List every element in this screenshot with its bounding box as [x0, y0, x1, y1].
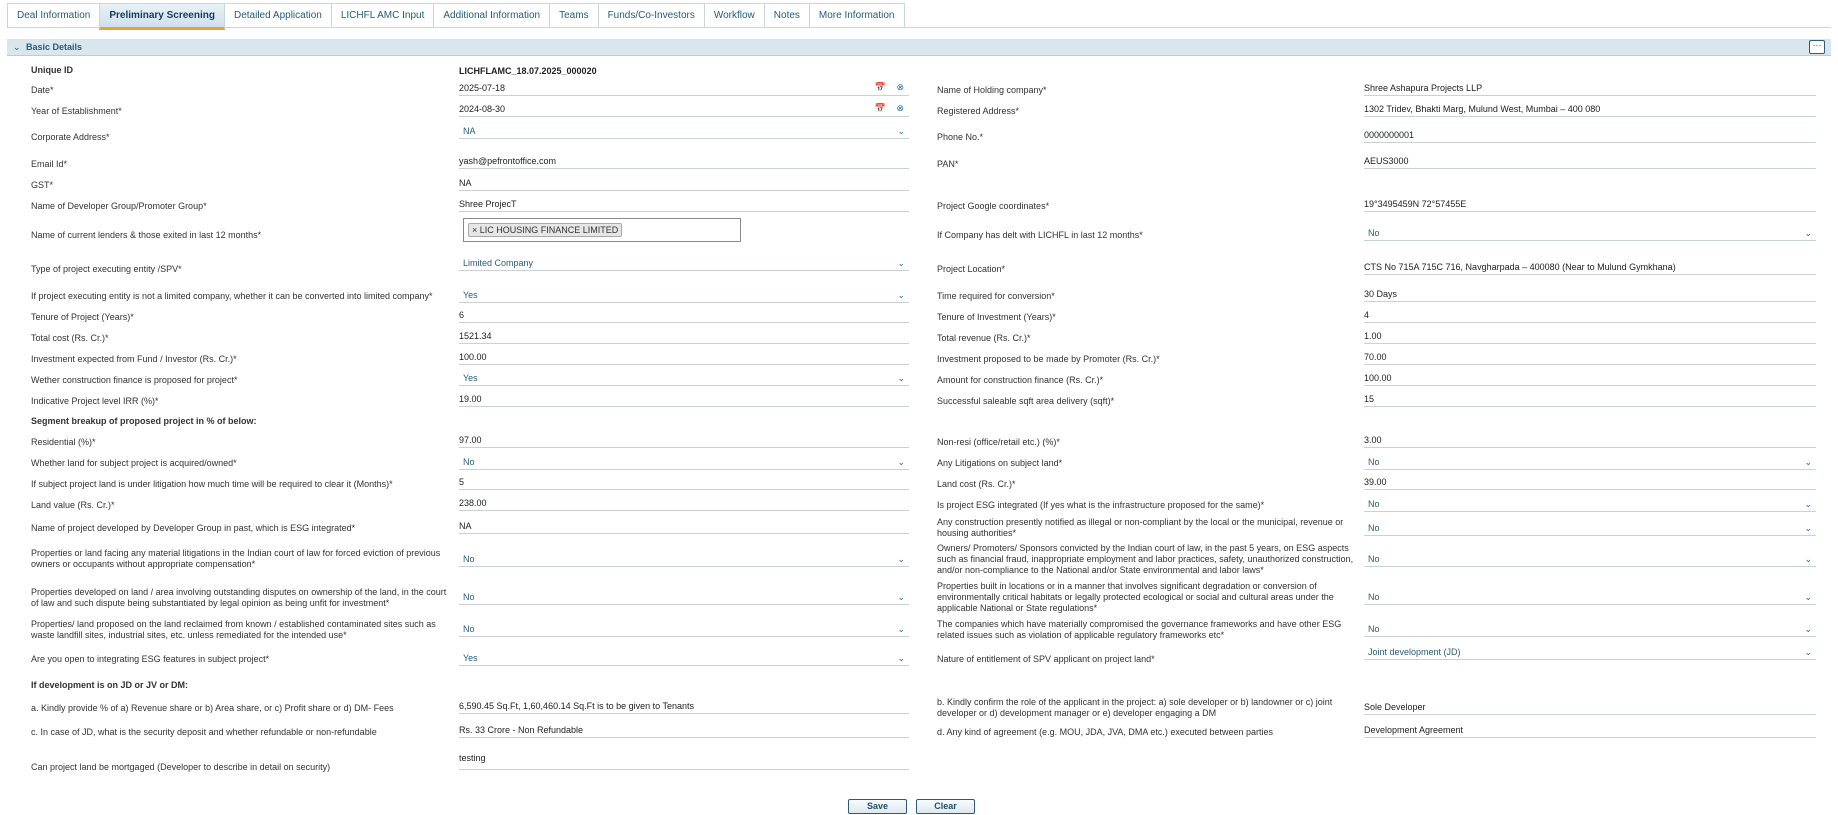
save-button[interactable]: Save: [848, 799, 907, 814]
inv-promoter-field[interactable]: 70.00: [1364, 352, 1816, 365]
chevron-down-icon[interactable]: ⌄: [13, 42, 21, 52]
remove-tag-icon[interactable]: ×: [472, 225, 478, 235]
security-field[interactable]: Rs. 33 Crore - Non Refundable: [459, 725, 909, 738]
litig-time-label: If subject project land is under litigation how much time will be required to clear it (Months)*: [31, 479, 393, 489]
pan-label: PAN*: [937, 159, 959, 169]
land-acq-select[interactable]: [459, 457, 909, 470]
land-cost-field[interactable]: 39.00: [1364, 477, 1816, 490]
prop-litig-select[interactable]: [459, 554, 909, 567]
esg-open-label: Are you open to integrating ESG features in subject project*: [31, 654, 270, 664]
clear-icon[interactable]: ⊗: [896, 103, 904, 113]
calendar-icon[interactable]: 📅: [874, 103, 886, 113]
holding-field[interactable]: Shree Ashapura Projects LLP: [1364, 83, 1816, 96]
convert-label: If project executing entity is not a limited company, whether it can be converted into limited company*: [31, 291, 433, 301]
convicted-select[interactable]: [1364, 554, 1816, 567]
litig-time-field[interactable]: 5: [459, 477, 909, 490]
chevron-down-icon: ⌄: [897, 258, 905, 268]
entity-type-label: Type of project executing entity /SPV*: [31, 264, 182, 274]
chevron-down-icon: ⌄: [1804, 523, 1812, 533]
chevron-down-icon: ⌄: [1804, 624, 1812, 634]
total-rev-label: Total revenue (Rs. Cr.)*: [937, 333, 1031, 343]
esg-open-select[interactable]: [459, 653, 909, 666]
share-label: a. Kindly provide % of a) Revenue share or b) Area share, or c) Profit share or d) DM- Fees: [31, 703, 394, 713]
residential-field[interactable]: 97.00: [459, 435, 909, 448]
tenure-proj-field[interactable]: 6: [459, 310, 909, 323]
prop-disputes-select[interactable]: [459, 592, 909, 605]
illegal-value: No: [1368, 523, 1380, 533]
irr-field[interactable]: 19.00: [459, 394, 909, 407]
reg-addr-field[interactable]: 1302 Tridev, Bhakti Marg, Mulund West, Mumbai – 400 080: [1364, 104, 1816, 117]
entity-type-select[interactable]: [459, 258, 909, 271]
total-cost-label: Total cost (Rs. Cr.)*: [31, 333, 109, 343]
governance-label: The companies which have materially compromised the governance frameworks and have other ESG related issues such as violation of applicable regulatory frameworks etc*: [937, 619, 1342, 640]
share-field[interactable]: 6,590.45 Sq.Ft, 1,60,460.14 Sq.Ft is to be given to Tenants: [459, 701, 909, 714]
residential-label: Residential (%)*: [31, 437, 96, 447]
nonresi-field[interactable]: 3.00: [1364, 435, 1816, 448]
chevron-down-icon: ⌄: [897, 624, 905, 634]
location-field[interactable]: CTS No 715A 715C 716, Navgharpada – 400080 (Near to Mulund Gymkhana): [1364, 262, 1816, 275]
year-est-label: Year of Establishment*: [31, 106, 122, 116]
prop-contam-value: No: [463, 624, 475, 634]
security-label: c. In case of JD, what is the security deposit and whether refundable or non-refundable: [31, 727, 377, 737]
conv-time-label: Time required for conversion*: [937, 291, 1055, 301]
litig-land-select[interactable]: [1364, 457, 1816, 470]
tab-lichfl-amc-input[interactable]: LICHFL AMC Input: [331, 3, 435, 27]
land-cost-label: Land cost (Rs. Cr.)*: [937, 479, 1016, 489]
prop-litig-value: No: [463, 554, 475, 564]
constr-fin-label: Wether construction finance is proposed for project*: [31, 375, 238, 385]
esg-open-value: Yes: [463, 653, 478, 663]
convert-select[interactable]: [459, 290, 909, 303]
land-value-label: Land value (Rs. Cr.)*: [31, 500, 115, 510]
chevron-down-icon: ⌄: [1804, 647, 1812, 657]
land-acq-label: Whether land for subject project is acquired/owned*: [31, 458, 237, 468]
chevron-down-icon: ⌄: [897, 457, 905, 467]
tab-additional-information[interactable]: Additional Information: [433, 3, 550, 27]
entity-type-value: Limited Company: [463, 258, 534, 268]
degradation-label: Properties built in locations or in a manner that involves significant degradation or conversion of environmentally critical habitats or legally protected ecological or social and cultural areas under the applicable National or State regulations*: [937, 581, 1334, 613]
lenders-label: Name of current lenders & those exited in last 12 months*: [31, 230, 262, 240]
convicted-value: No: [1368, 554, 1380, 564]
sqft-field[interactable]: 15: [1364, 394, 1816, 407]
tenure-inv-field[interactable]: 4: [1364, 310, 1816, 323]
gst-label: GST*: [31, 180, 54, 190]
convert-value: Yes: [463, 290, 478, 300]
corp-addr-label: Corporate Address*: [31, 132, 110, 142]
more-options-icon[interactable]: ⋯: [1809, 40, 1825, 54]
tab-notes[interactable]: Notes: [764, 3, 810, 27]
tab-teams[interactable]: Teams: [549, 3, 598, 27]
phone-label: Phone No.*: [937, 132, 984, 142]
chevron-down-icon: ⌄: [897, 592, 905, 602]
chevron-down-icon: ⌄: [897, 290, 905, 300]
unique-id-value: LICHFLAMC_18.07.2025_000020: [459, 66, 597, 76]
entitlement-label: Nature of entitlement of SPV applicant on project land*: [937, 654, 1155, 664]
mortgage-textarea[interactable]: testing: [459, 753, 909, 770]
reg-addr-label: Registered Address*: [937, 106, 1020, 116]
date-field[interactable]: [459, 83, 909, 96]
chevron-down-icon: ⌄: [897, 653, 905, 663]
clear-button[interactable]: Clear: [916, 799, 975, 814]
land-acq-value: No: [463, 457, 475, 467]
litig-land-label: Any Litigations on subject land*: [937, 458, 1063, 468]
unique-id-label: Unique ID: [31, 65, 73, 75]
tab-more-information[interactable]: More Information: [809, 3, 905, 27]
corp-addr-select[interactable]: [459, 126, 909, 139]
land-value-field[interactable]: 238.00: [459, 498, 909, 511]
conv-time-field[interactable]: 30 Days: [1364, 289, 1816, 302]
esg-integ-value: No: [1368, 499, 1380, 509]
governance-value: No: [1368, 624, 1380, 634]
tab-preliminary-screening[interactable]: Preliminary Screening: [99, 3, 225, 30]
esg-integ-label: Is project ESG integrated (If yes what is the infrastructure proposed for the same)*: [937, 500, 1265, 510]
constr-fin-select[interactable]: [459, 373, 909, 386]
segment-heading: Segment breakup of proposed project in % of below:: [31, 416, 257, 426]
calendar-icon[interactable]: 📅: [874, 82, 886, 92]
tab-workflow[interactable]: Workflow: [704, 3, 765, 27]
tenure-inv-label: Tenure of Investment (Years)*: [937, 312, 1056, 322]
litig-land-value: No: [1368, 457, 1380, 467]
corp-addr-value: NA: [463, 126, 476, 136]
tab-deal-information[interactable]: Deal Information: [7, 3, 100, 27]
dev-group-field[interactable]: Shree ProjecT: [459, 199, 909, 212]
dev-group-label: Name of Developer Group/Promoter Group*: [31, 201, 207, 211]
date-value: 2025-07-18: [459, 83, 506, 93]
amt-constr-label: Amount for construction finance (Rs. Cr.)*: [937, 375, 1104, 385]
clear-icon[interactable]: ⊗: [896, 82, 904, 92]
tab-funds-co-investors[interactable]: Funds/Co-Investors: [598, 3, 705, 27]
holding-label: Name of Holding company*: [937, 85, 1047, 95]
phone-field[interactable]: 0000000001: [1364, 130, 1816, 143]
irr-label: Indicative Project level IRR (%)*: [31, 396, 159, 406]
jd-heading: If development is on JD or JV or DM:: [31, 680, 189, 690]
role-label: b. Kindly confirm the role of the applicant in the project: a) sole developer or b) landowner or c) joint developer or d) development manager or e) developer engaging a DM: [937, 697, 1333, 718]
degradation-select[interactable]: [1364, 592, 1816, 605]
prop-disputes-value: No: [463, 592, 475, 602]
entitlement-value: Joint development (JD): [1368, 647, 1461, 657]
constr-fin-value: Yes: [463, 373, 478, 383]
inv-fund-label: Investment expected from Fund / Investor (Rs. Cr.)*: [31, 354, 237, 364]
date-label: Date*: [31, 85, 54, 95]
dealt-value: No: [1368, 228, 1380, 238]
agreement-label: d. Any kind of agreement (e.g. MOU, JDA, JVA, DMA etc.) executed between parties: [937, 727, 1273, 737]
lender-tag[interactable]: [468, 223, 622, 237]
prop-contam-select[interactable]: [459, 624, 909, 637]
chevron-down-icon: ⌄: [1804, 554, 1812, 564]
inv-fund-field[interactable]: 100.00: [459, 352, 909, 365]
agreement-field[interactable]: Development Agreement: [1364, 725, 1816, 738]
coords-label: Project Google coordinates*: [937, 201, 1050, 211]
year-est-field[interactable]: [459, 104, 909, 117]
tab-detailed-application[interactable]: Detailed Application: [224, 3, 332, 27]
chevron-down-icon: ⌄: [1804, 592, 1812, 602]
role-field[interactable]: Sole Developer: [1364, 702, 1816, 715]
degradation-value: No: [1368, 592, 1380, 602]
esg-past-label: Name of project developed by Developer Group in past, which is ESG integrated*: [31, 523, 356, 533]
nonresi-label: Non-resi (office/retail etc.) (%)*: [937, 437, 1060, 447]
total-cost-field[interactable]: 1521.34: [459, 331, 909, 344]
prop-disputes-label: Properties developed on land / area involving outstanding disputes on ownership of the land, in the court of law and such dispute being substantiated by legal opinion as being unfit for investment*: [31, 587, 447, 608]
total-rev-field[interactable]: 1.00: [1364, 331, 1816, 344]
chevron-down-icon: ⌄: [897, 126, 905, 136]
lender-tag-label: LIC HOUSING FINANCE LIMITED: [479, 225, 619, 235]
dealt-label: If Company has delt with LICHFL in last 12 months*: [937, 230, 1143, 240]
illegal-label: Any construction presently notified as illegal or non-compliant by the local or the municipal, revenue or housing authorities*: [937, 517, 1344, 538]
sqft-label: Successful saleable sqft area delivery (sqft)*: [937, 396, 1115, 406]
pan-field[interactable]: AEUS3000: [1364, 156, 1816, 169]
prop-litig-label: Properties or land facing any material litigations in the Indian court of law for forced eviction of previous owners or occupants without appropriate compensation*: [31, 548, 441, 569]
entitlement-select[interactable]: [1364, 647, 1816, 660]
basic-details-header[interactable]: [7, 39, 1831, 56]
coords-field[interactable]: 19°3495459N 72°57455E: [1364, 199, 1816, 212]
year-est-value: 2024-08-30: [459, 104, 506, 114]
section-title: Basic Details: [26, 42, 83, 52]
mortgage-label: Can project land be mortgaged (Developer to describe in detail on security): [31, 762, 331, 772]
inv-promoter-label: Investment proposed to be made by Promoter (Rs. Cr.)*: [937, 354, 1160, 364]
gst-field[interactable]: NA: [459, 178, 909, 191]
email-label: Email Id*: [31, 159, 68, 169]
governance-select[interactable]: [1364, 624, 1816, 637]
chevron-down-icon: ⌄: [897, 373, 905, 383]
chevron-down-icon: ⌄: [1804, 228, 1812, 238]
location-label: Project Location*: [937, 264, 1006, 274]
prop-contam-label: Properties/ land proposed on the land reclaimed from known / established contaminated sites such as waste landfill sites, industrial sites, etc. unless remediated for the intended use*: [31, 619, 436, 640]
illegal-select[interactable]: [1364, 523, 1816, 536]
convicted-label: Owners/ Promoters/ Sponsors convicted by the Indian court of law, in the past 5 years, on ESG aspects such as financial fraud, inappropriate employment and labor practices, safety, unauthorized construction, and/or non-compliance to the National and/or State environmental and labor laws*: [937, 543, 1354, 575]
amt-constr-field[interactable]: 100.00: [1364, 373, 1816, 386]
lenders-multiselect[interactable]: [463, 218, 741, 242]
chevron-down-icon: ⌄: [897, 554, 905, 564]
tenure-proj-label: Tenure of Project (Years)*: [31, 312, 134, 322]
dealt-select[interactable]: [1364, 228, 1816, 241]
email-field[interactable]: yash@pefrontoffice.com: [459, 156, 909, 169]
tab-bar: [7, 3, 1831, 28]
esg-past-field[interactable]: NA: [459, 521, 909, 534]
chevron-down-icon: ⌄: [1804, 457, 1812, 467]
chevron-down-icon: ⌄: [1804, 499, 1812, 509]
esg-integ-select[interactable]: [1364, 499, 1816, 512]
